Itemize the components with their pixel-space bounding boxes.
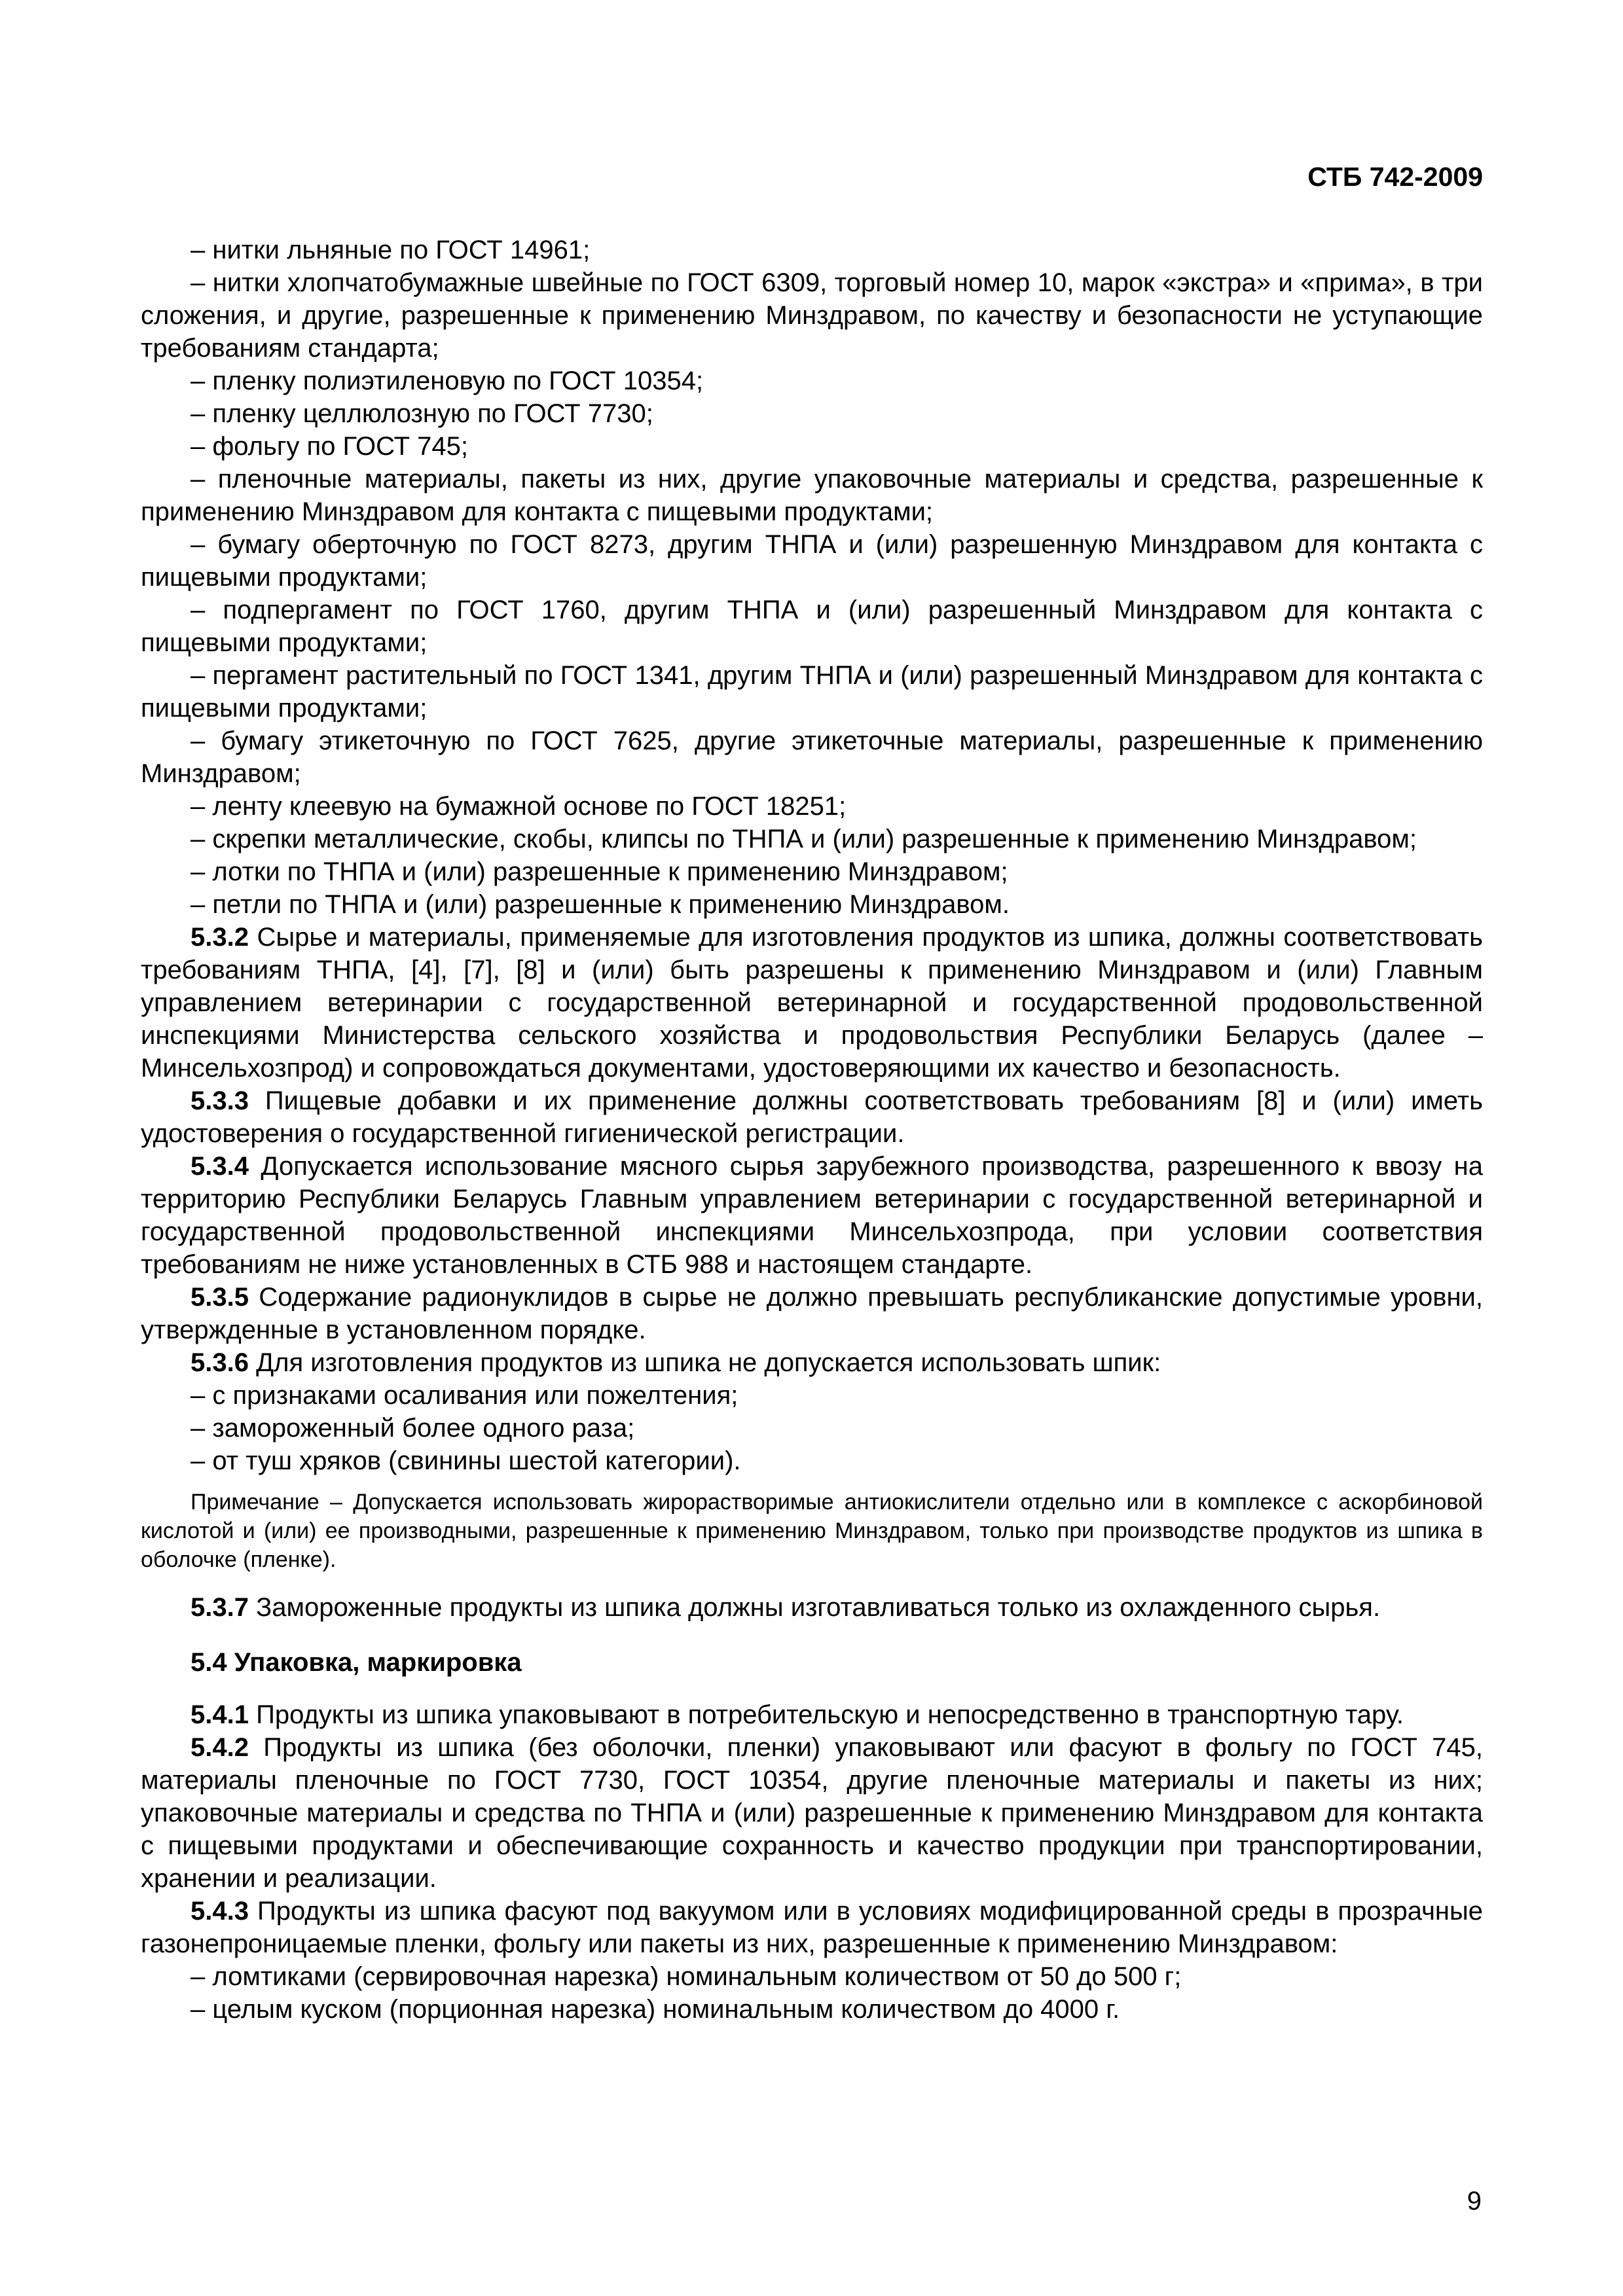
list-item: – пленочные материалы, пакеты из них, другие упаковочные материалы и средства, разрешенные к применению Минздравом для контакта с пищевыми продуктами; <box>141 465 1483 526</box>
clause-paragraph: 5.4.1 Продукты из шпика упаковывают в потребительскую и непосредственно в транспортную тару. <box>191 1700 1404 1729</box>
list-item: – с признаками осаливания или пожелтения; <box>191 1381 739 1410</box>
document-footer <box>1467 2185 1482 2217</box>
clause-number: 5.4 <box>191 1648 227 1677</box>
list-item: – пленку целлюлозную по ГОСТ 7730; <box>191 399 653 428</box>
list-item: – нитки хлопчатобумажные швейные по ГОСТ 6309, торговый номер 10, марок «экстра» и «прима», в три сложения, и другие, разрешенные к применению Минздравом, по качеству и безопасности не уступающие требованиям стандарта; <box>141 268 1483 363</box>
clause-number: 5.3.6 <box>191 1348 249 1377</box>
clause-number: 5.4.1 <box>191 1700 249 1729</box>
list-item: – ленту клеевую на бумажной основе по ГОСТ 18251; <box>191 792 847 821</box>
clause-number: 5.3.4 <box>191 1152 249 1181</box>
clause-paragraph: 5.3.2 Сырье и материалы, применяемые для изготовления продуктов из шпика, должны соответствовать требованиям ТНПА, [4], [7], [8] и (или) быть разрешены к применению Минздравом и (или) Главным управлением ветеринарии с государственной ветеринарной и государственной продовольственной инспекциями Министерства сельского хозяйства и продовольствия Республики Беларусь (далее – Минсельхозпрод) и сопровождаться документами, удостоверяющими их качество и безопасность. <box>141 923 1483 1083</box>
list-item: – скрепки металлические, скобы, клипсы по ТНПА и (или) разрешенные к применению Минздравом; <box>191 825 1417 853</box>
note-paragraph: Примечание – Допускается использовать жирорастворимые антиокислители отдельно или в комплексе с аскорбиновой кислотой и (или) ее производными, разрешенные к применению Минздравом, только при производстве продуктов из шпика в оболочке (пленке). <box>141 1490 1483 1572</box>
list-item: – от туш хряков (свинины шестой категории). <box>191 1446 741 1475</box>
list-item: – петли по ТНПА и (или) разрешенные к применению Минздравом. <box>191 890 1010 919</box>
list-item: – пергамент растительный по ГОСТ 1341, другим ТНПА и (или) разрешенный Минздравом для контакта с пищевыми продуктами; <box>141 661 1483 723</box>
page-number: 9 <box>1467 2187 1482 2215</box>
list-item: – бумагу этикеточную по ГОСТ 7625, другие этикеточные материалы, разрешенные к применению Минздравом; <box>141 726 1483 788</box>
clause-number: 5.4.2 <box>191 1733 249 1762</box>
document-header <box>141 160 1483 193</box>
clause-paragraph: 5.3.3 Пищевые добавки и их применение должны соответствовать требованиям [8] и (или) иметь удостоверения о государственной гигиенической регистрации. <box>141 1086 1483 1148</box>
list-item: – лотки по ТНПА и (или) разрешенные к применению Минздравом; <box>191 857 1008 886</box>
clause-paragraph: 5.3.5 Содержание радионуклидов в сырье не должно превышать республиканские допустимые уровни, утвержденные в установленном порядке. <box>141 1283 1483 1344</box>
doc-number: СТБ 742-2009 <box>1307 162 1483 192</box>
list-item: – ломтиками (сервировочная нарезка) номинальным количеством от 50 до 500 г; <box>191 1962 1182 1991</box>
clause-paragraph: 5.4.2 Продукты из шпика (без оболочки, пленки) упаковывают или фасуют в фольгу по ГОСТ 745, материалы пленочные по ГОСТ 7730, ГОСТ 10354, другие пленочные материалы и пакеты из них; упаковочные материалы и средства по ТНПА и (или) разрешенные к применению Минздравом для контакта с пищевыми продуктами и обеспечивающие сохранность и качество продукции при транспортировании, хранении и реализации. <box>141 1733 1483 1893</box>
list-item: – фольгу по ГОСТ 745; <box>191 432 469 461</box>
list-item: – нитки льняные по ГОСТ 14961; <box>191 236 591 264</box>
clause-number: 5.3.5 <box>191 1283 249 1312</box>
clause-paragraph: 5.3.7 Замороженные продукты из шпика должны изготавливаться только из охлажденного сырья. <box>191 1593 1381 1622</box>
clause-number: 5.3.3 <box>191 1086 249 1115</box>
list-item: – подпергамент по ГОСТ 1760, другим ТНПА и (или) разрешенный Минздравом для контакта с пищевыми продуктами; <box>141 596 1483 657</box>
clause-number: 5.4.3 <box>191 1897 249 1926</box>
clause-paragraph: 5.4.3 Продукты из шпика фасуют под вакуумом или в условиях модифицированной среды в прозрачные газонепроницаемые пленки, фольгу или пакеты из них, разрешенные к применению Минздравом: <box>141 1897 1483 1958</box>
list-item: – замороженный более одного раза; <box>191 1414 635 1443</box>
list-item: – бумагу оберточную по ГОСТ 8273, другим ТНПА и (или) разрешенную Минздравом для контакта с пищевыми продуктами; <box>141 530 1483 592</box>
clause-number: 5.3.2 <box>191 923 249 952</box>
clause-paragraph: 5.3.4 Допускается использование мясного сырья зарубежного производства, разрешенного к ввозу на территорию Республики Беларусь Главным управлением ветеринарии с государственной ветеринарной и государственной продовольственной инспекциями Минсельхозпрода, при условии соответствия требованиям не ниже установленных в СТБ 988 и настоящем стандарте. <box>141 1152 1483 1279</box>
clause-number: 5.3.7 <box>191 1593 249 1622</box>
clause-paragraph: 5.3.6 Для изготовления продуктов из шпика не допускается использовать шпик: <box>191 1348 1161 1377</box>
list-item: – целым куском (порционная нарезка) номинальным количеством до 4000 г. <box>191 1995 1120 2024</box>
section-heading: 5.4 Упаковка, маркировка <box>191 1648 522 1677</box>
list-item: – пленку полиэтиленовую по ГОСТ 10354; <box>191 367 704 395</box>
document-body <box>141 234 1483 2026</box>
